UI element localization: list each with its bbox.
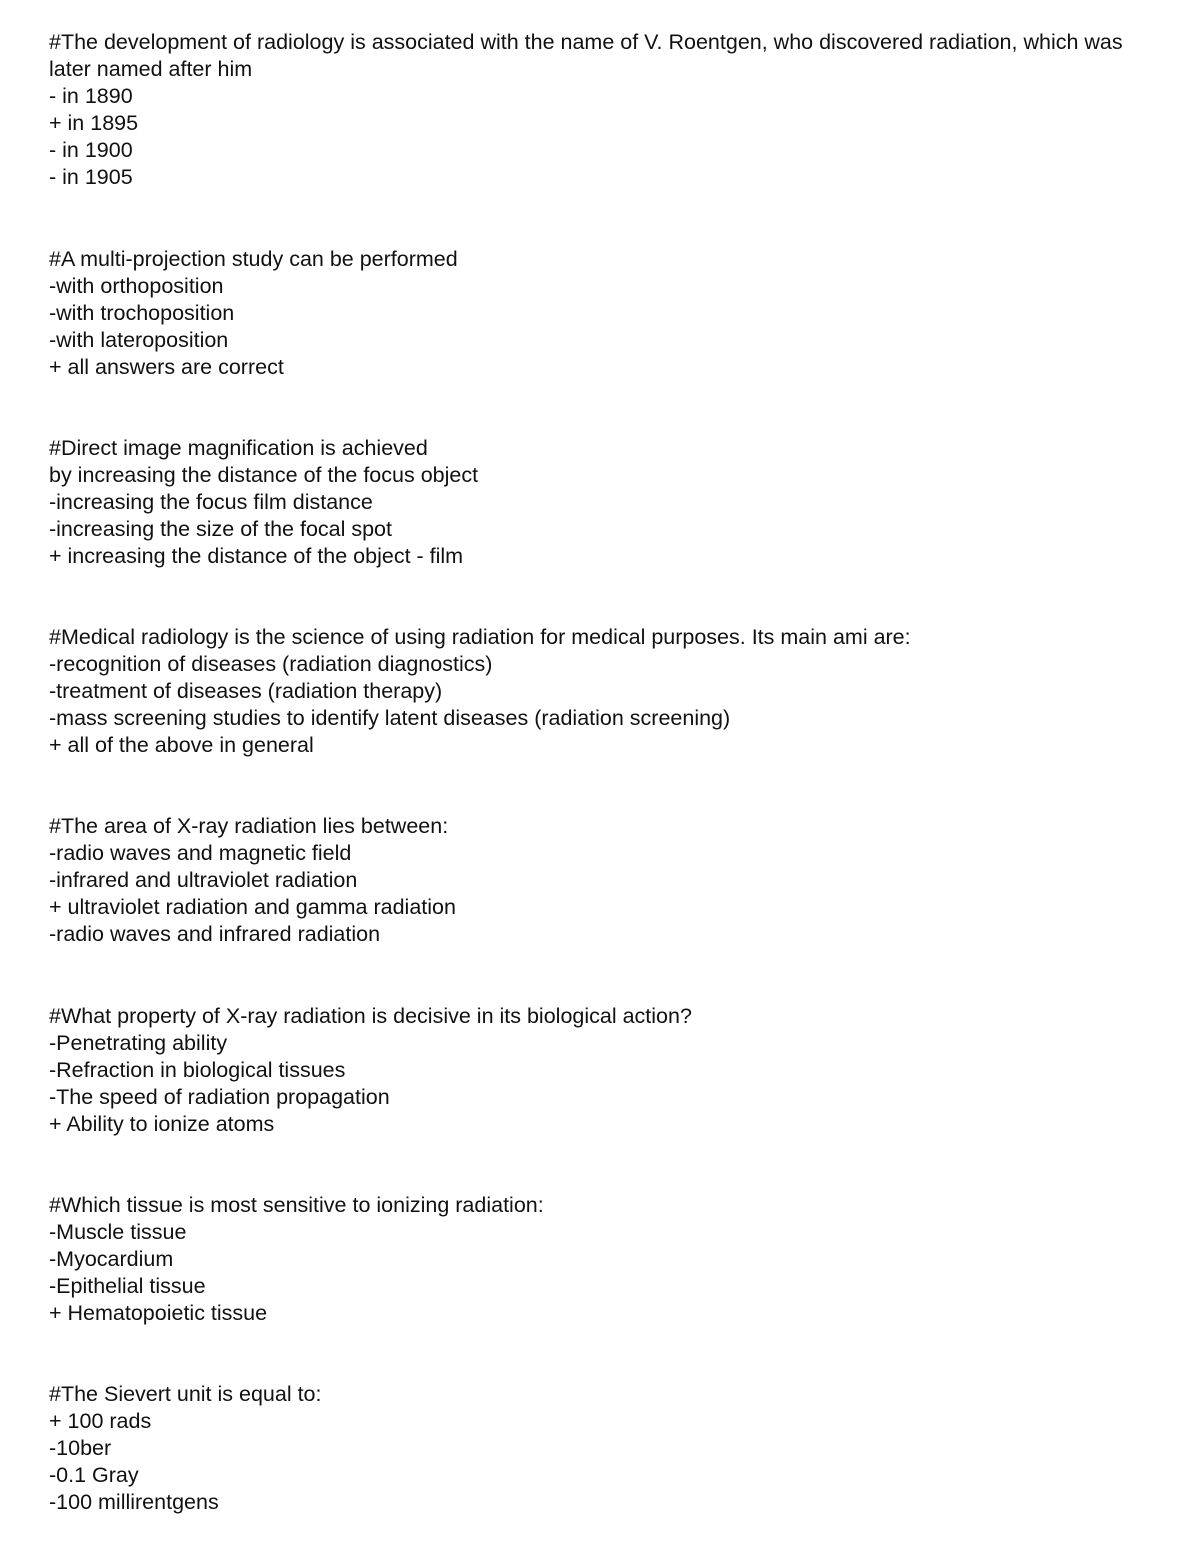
- question-block-1: [49, 29, 1159, 192]
- question-text: #The area of X-ray radiation lies between:: [49, 814, 449, 838]
- question-text: #The Sievert unit is equal to:: [49, 1382, 322, 1406]
- question-text: #The development of radiology is associated with the name of V. Roentgen, who discovered radiation, which was later named after him: [49, 30, 1123, 82]
- question-block-7: [49, 1192, 1159, 1327]
- question-text: #Which tissue is most sensitive to ionizing radiation:: [49, 1193, 544, 1217]
- question-block-4: [49, 624, 1159, 759]
- answer-option-correct: + 100 rads: [49, 1409, 152, 1434]
- question-block-2: [49, 246, 1159, 381]
- answer-option: - in 1900: [49, 138, 133, 163]
- answer-option-correct: + Hematopoietic tissue: [49, 1301, 268, 1326]
- answer-option: -treatment of diseases (radiation therapy): [49, 679, 443, 704]
- answer-option: -increasing the focus film distance: [49, 490, 373, 515]
- answer-option: - in 1905: [49, 165, 133, 190]
- answer-option: by increasing the distance of the focus object: [49, 463, 479, 488]
- question-block-8: [49, 1381, 1159, 1516]
- question-text: #Medical radiology is the science of using radiation for medical purposes. Its main ami are:: [49, 625, 911, 649]
- answer-option-correct: + in 1895: [49, 111, 139, 136]
- answer-option: -radio waves and infrared radiation: [49, 922, 381, 947]
- answer-option: -Myocardium: [49, 1247, 174, 1272]
- question-block-5: [49, 813, 1159, 948]
- answer-option-correct: + all answers are correct: [49, 355, 284, 380]
- answer-option: -The speed of radiation propagation: [49, 1085, 390, 1110]
- answer-option: - in 1890: [49, 84, 133, 109]
- answer-option: -infrared and ultraviolet radiation: [49, 868, 358, 893]
- question-text: #Direct image magnification is achieved: [49, 436, 428, 460]
- answer-option: -Muscle tissue: [49, 1220, 187, 1245]
- answer-option: -Refraction in biological tissues: [49, 1058, 346, 1083]
- answer-option-correct: + increasing the distance of the object - film: [49, 544, 464, 569]
- question-text: #A multi-projection study can be performed: [49, 247, 458, 271]
- question-text: #What property of X-ray radiation is decisive in its biological action?: [49, 1004, 692, 1028]
- answer-option-correct: + Ability to ionize atoms: [49, 1112, 275, 1137]
- answer-option-correct: + all of the above in general: [49, 733, 314, 758]
- answer-option: -100 millirentgens: [49, 1490, 219, 1515]
- question-block-3: [49, 435, 1159, 570]
- answer-option: -with lateroposition: [49, 328, 229, 353]
- answer-option: -10ber: [49, 1436, 112, 1461]
- answer-option: -recognition of diseases (radiation diagnostics): [49, 652, 493, 677]
- answer-option: -with orthoposition: [49, 274, 224, 299]
- answer-option: -radio waves and magnetic field: [49, 841, 352, 866]
- answer-option: -Penetrating ability: [49, 1031, 228, 1056]
- answer-option: -increasing the size of the focal spot: [49, 517, 392, 542]
- answer-option: -mass screening studies to identify latent diseases (radiation screening): [49, 706, 731, 731]
- answer-option: -with trochoposition: [49, 301, 235, 326]
- question-block-6: [49, 1003, 1159, 1138]
- answer-option: -Epithelial tissue: [49, 1274, 206, 1299]
- answer-option-correct: + ultraviolet radiation and gamma radiation: [49, 895, 456, 920]
- answer-option: -0.1 Gray: [49, 1463, 139, 1488]
